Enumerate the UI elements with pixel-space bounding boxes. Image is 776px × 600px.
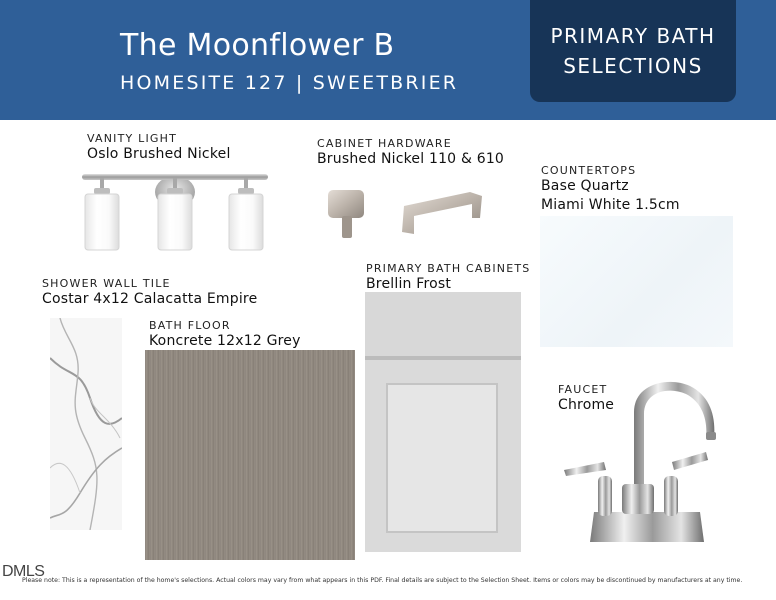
section-badge [530, 0, 736, 102]
faucet-value: Chrome [558, 397, 615, 413]
badge-line-2: SELECTIONS [563, 54, 703, 78]
badge-line-1: PRIMARY BATH [550, 24, 716, 48]
vanity-light-category: VANITY LIGHT [87, 132, 178, 145]
faucet-category: FAUCET [558, 383, 608, 396]
shower-wall-tile-value: Costar 4x12 Calacatta Empire [42, 291, 258, 307]
disclaimer-text: Please note: This is a representation of the home's selections. Actual colors may vary from what appears in this PDF. Final details are subject to the Selection Sheet. Items or colors may be discontinued by manufacturers at any time. [22, 577, 743, 584]
shower-wall-tile-category: SHOWER WALL TILE [42, 277, 171, 290]
shower-tile-swatch [50, 318, 122, 530]
bath-floor-swatch [145, 350, 355, 560]
cabinets-category: PRIMARY BATH CABINETS [366, 262, 531, 275]
countertops-value-line-1: Base Quartz [541, 178, 629, 194]
cabinet-door-image [365, 292, 521, 552]
bath-floor-value: Koncrete 12x12 Grey [149, 333, 301, 349]
page-title: The Moonflower B [120, 28, 395, 63]
cabinet-hardware-image [322, 182, 492, 244]
countertop-swatch [540, 216, 733, 347]
header-banner [0, 0, 776, 120]
vanity-light-image [80, 168, 270, 252]
bath-floor-category: BATH FLOOR [149, 319, 231, 332]
mls-logo: DMLS [2, 563, 45, 580]
vanity-light-value: Oslo Brushed Nickel [87, 146, 231, 162]
page-subtitle: HOMESITE 127 | SWEETBRIER [120, 72, 459, 94]
countertops-value-line-2: Miami White 1.5cm [541, 197, 680, 213]
cabinets-value: Brellin Frost [366, 276, 452, 292]
countertops-category: COUNTERTOPS [541, 164, 637, 177]
cabinet-hardware-category: CABINET HARDWARE [317, 137, 452, 150]
faucet-image [560, 372, 736, 544]
cabinet-hardware-value: Brushed Nickel 110 & 610 [317, 151, 505, 167]
